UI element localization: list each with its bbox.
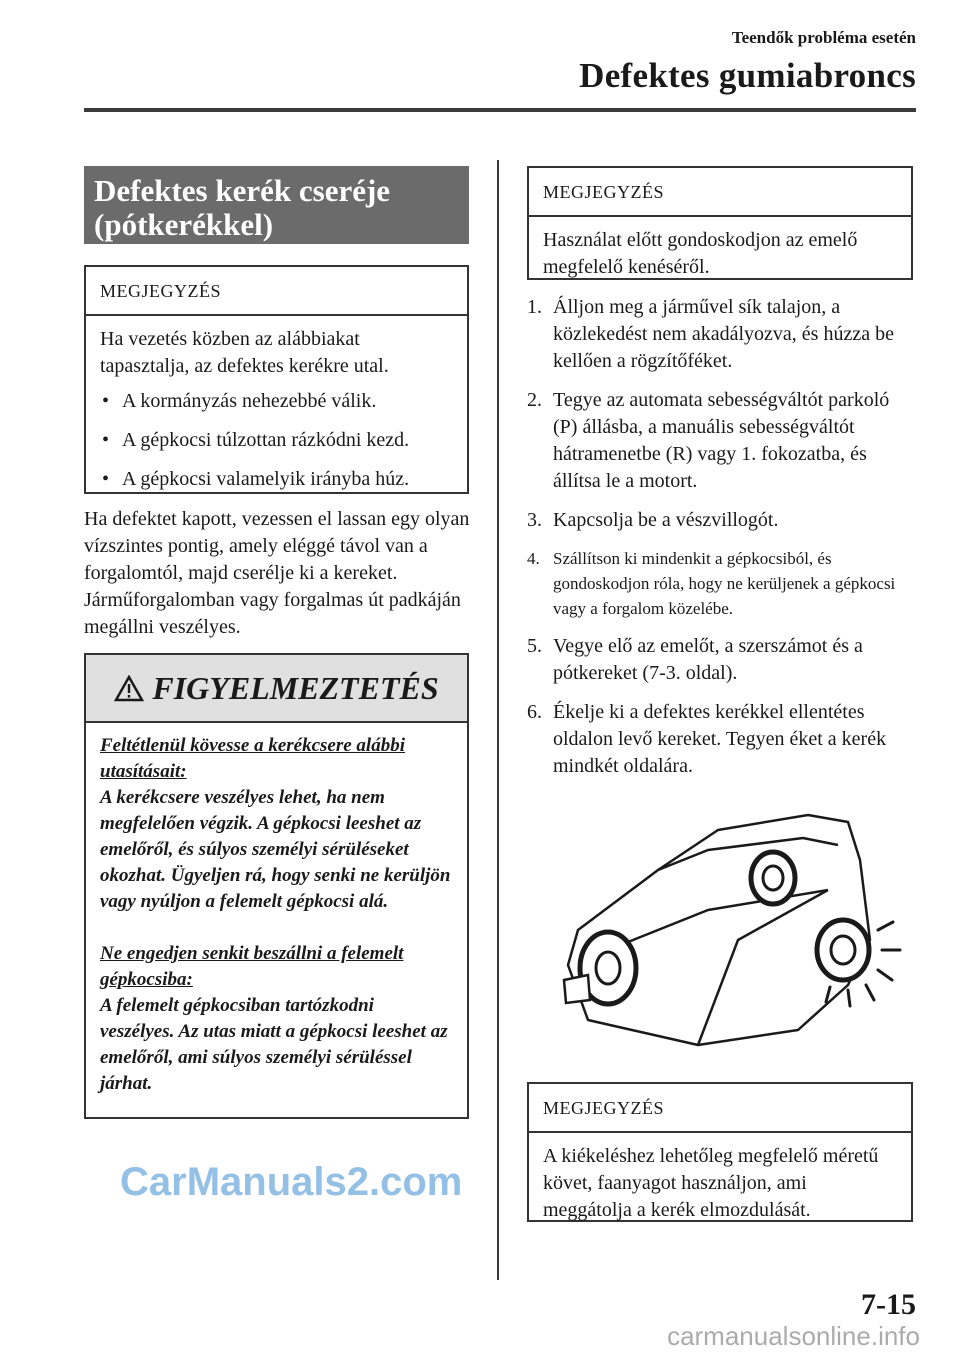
column-divider bbox=[497, 160, 499, 1280]
note-title: MEGJEGYZÉS bbox=[529, 168, 911, 217]
watermark-bottom: carmanualsonline.info bbox=[667, 1321, 920, 1351]
step-number: 6. bbox=[527, 701, 542, 723]
step-item bbox=[527, 546, 917, 621]
step-number: 3. bbox=[527, 509, 542, 531]
step-item bbox=[527, 633, 917, 687]
warning-text-2: A felemelt gépkocsiban tartózkodni veszélyes. Az utas miatt a gépkocsi leeshet az emelőről, ami súlyos személyi sérüléssel járhat. bbox=[100, 995, 448, 1094]
watermark-left: CarManuals2.com bbox=[120, 1160, 463, 1204]
step-text: Tegye az automata sebességváltót parkoló (P) állásba, a manuális sebességváltót hátramenetbe (R) vagy 1. fokozatba, és állítsa le a motort. bbox=[553, 389, 890, 492]
intro-paragraph: Ha defektet kapott, vezessen el lassan egy olyan vízszintes pontig, amely eléggé távol van a forgalomtól, majd cserélje ki a kereket. Járműforgalomban vagy forgalmas út padkáján megállni veszélyes. bbox=[84, 508, 470, 638]
note-bullet: • A gépkocsi túlzottan rázkódni kezd. bbox=[100, 427, 453, 454]
section-title: Defektes kerék cseréje (pótkerékkel) bbox=[84, 166, 469, 244]
page-number: 7-15 bbox=[861, 1288, 916, 1321]
car-wheel-chock-illustration bbox=[548, 790, 918, 1070]
warning-text-1: A kerékcsere veszélyes lehet, ha nem megfelelően végzik. A gépkocsi leeshet az emelőről, és súlyos személyi sérüléseket okozhat. Ügyeljen rá, hogy senki ne kerüljön vagy nyúljon a felemelt gépkocsi alá. bbox=[100, 787, 451, 912]
note-bullet-list bbox=[100, 388, 453, 493]
step-item bbox=[527, 507, 917, 534]
warning-box bbox=[84, 653, 469, 1119]
step-text: Szállítson ki mindenkit a gépkocsiból, és gondoskodjon róla, hogy ne kerüljenek a gépkocsi vagy a forgalom közelébe. bbox=[553, 549, 896, 618]
step-text: Vegye elő az emelőt, a szerszámot és a pótkereket (7-3. oldal). bbox=[553, 635, 863, 684]
note-intro: Ha vezetés közben az alábbiakat tapasztalja, az defektes kerékre utal. bbox=[100, 328, 389, 377]
warning-header bbox=[86, 655, 467, 723]
step-text: Ékelje ki a defektes kerékkel ellentétes oldalon levő kereket. Tegyen éket a kerék mindkét oldalára. bbox=[553, 701, 887, 777]
step-item bbox=[527, 699, 917, 780]
step-number: 4. bbox=[527, 549, 540, 568]
steps-list bbox=[527, 294, 917, 792]
step-number: 5. bbox=[527, 635, 542, 657]
warning-title: FIGYELMEZTETÉS bbox=[152, 669, 439, 706]
step-number: 1. bbox=[527, 296, 542, 318]
note-text: A kiékeléshez lehetőleg megfelelő méretű követ, faanyagot használjon, ami meggátolja a kerék elmozdulását. bbox=[543, 1145, 879, 1221]
warning-triangle-icon bbox=[114, 675, 144, 702]
step-text: Kapcsolja be a vészvillogót. bbox=[553, 509, 779, 531]
note-box-1 bbox=[84, 265, 469, 494]
warning-heading-1: Feltétlenül kövesse a kerékcsere alábbi utasításait: bbox=[100, 735, 405, 782]
note-box-2 bbox=[527, 166, 913, 280]
note-bullet: • A gépkocsi valamelyik irányba húz. bbox=[100, 466, 453, 493]
header-title: Defektes gumiabroncs bbox=[579, 56, 916, 95]
step-item bbox=[527, 294, 917, 375]
warning-heading-2: Ne engedjen senkit beszállni a felemelt gépkocsiba: bbox=[100, 943, 404, 990]
header-subtitle: Teendők probléma esetén bbox=[731, 28, 916, 47]
note-title: MEGJEGYZÉS bbox=[529, 1084, 911, 1133]
note-text: Használat előtt gondoskodjon az emelő megfelelő kenéséről. bbox=[543, 229, 858, 278]
header-rule bbox=[84, 108, 916, 112]
step-item bbox=[527, 387, 917, 495]
note-bullet: • A kormányzás nehezebbé válik. bbox=[100, 388, 453, 415]
note-title: MEGJEGYZÉS bbox=[86, 267, 467, 316]
note-box-3 bbox=[527, 1082, 913, 1222]
step-number: 2. bbox=[527, 389, 542, 411]
step-text: Álljon meg a járművel sík talajon, a közlekedést nem akadályozva, és húzza be kellően a rögzítőféket. bbox=[553, 296, 894, 372]
